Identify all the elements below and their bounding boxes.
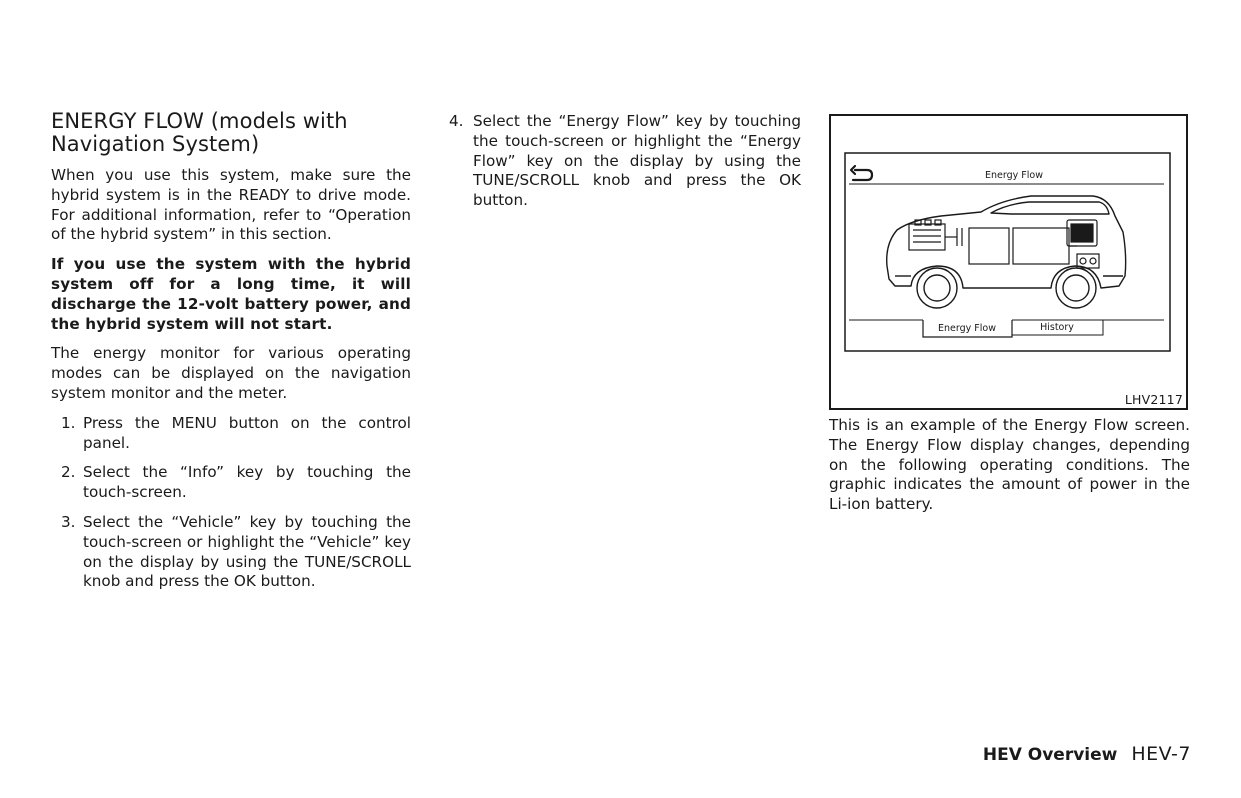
page-number: HEV-7: [1131, 743, 1191, 765]
section-title-line2: Navigation System): [51, 132, 260, 156]
tab-history-label: History: [1040, 322, 1074, 333]
left-column: [51, 110, 411, 602]
monitor-paragraph: The energy monitor for various operating modes can be displayed on the navigation system monitor and the meter.: [51, 344, 411, 402]
step-number: 3.: [61, 512, 76, 531]
figure-drawing: [831, 116, 1186, 408]
screen-title: Energy Flow: [985, 170, 1043, 181]
figure-code: LHV2117: [1124, 392, 1183, 407]
figure-caption: This is an example of the Energy Flow screen. The Energy Flow display changes, depending on the following operating conditions. The graphic indicates the amount of power in the Li-ion battery.: [829, 416, 1190, 514]
footer-section-name: HEV Overview: [982, 745, 1118, 765]
step-number: 1.: [61, 413, 76, 432]
tab-energy-flow-label: Energy Flow: [938, 323, 996, 334]
steps-list-continued: [449, 112, 801, 211]
step-text: Select the “Vehicle” key by touching the touch-screen or highlight the “Vehicle” key on the display by using the TUNE/SCROLL knob and press the OK button.: [83, 512, 411, 591]
step-text: Select the “Info” key by touching the touch-screen.: [83, 463, 411, 502]
section-title: [51, 110, 411, 156]
page-footer: [983, 743, 1191, 766]
right-column: [829, 114, 1190, 525]
middle-column: [449, 112, 801, 221]
section-title-line1: ENERGY FLOW (models with: [51, 109, 348, 133]
step-item: [51, 414, 411, 454]
step-item: [449, 112, 801, 211]
display-screen: [845, 153, 1170, 351]
step-item: [51, 513, 411, 592]
intro-paragraph: When you use this system, make sure the hybrid system is in the READY to drive mode. For additional information, refer to “Operation of the hybrid system” in this section.: [51, 166, 411, 244]
step-item: [51, 463, 411, 503]
warning-paragraph: If you use the system with the hybrid system off for a long time, it will discharge the 12-volt battery power, and the hybrid system will not start.: [51, 255, 411, 333]
step-number: 4.: [449, 112, 464, 130]
steps-list: [51, 414, 411, 592]
step-text: Select the “Energy Flow” key by touching the touch-screen or highlight the “Energy Flow” key on the display by using the TUNE/SCROLL knob and press the OK button.: [473, 112, 801, 210]
energy-flow-figure: [829, 114, 1188, 410]
step-text: Press the MENU button on the control panel.: [83, 413, 411, 452]
step-number: 2.: [61, 463, 76, 482]
